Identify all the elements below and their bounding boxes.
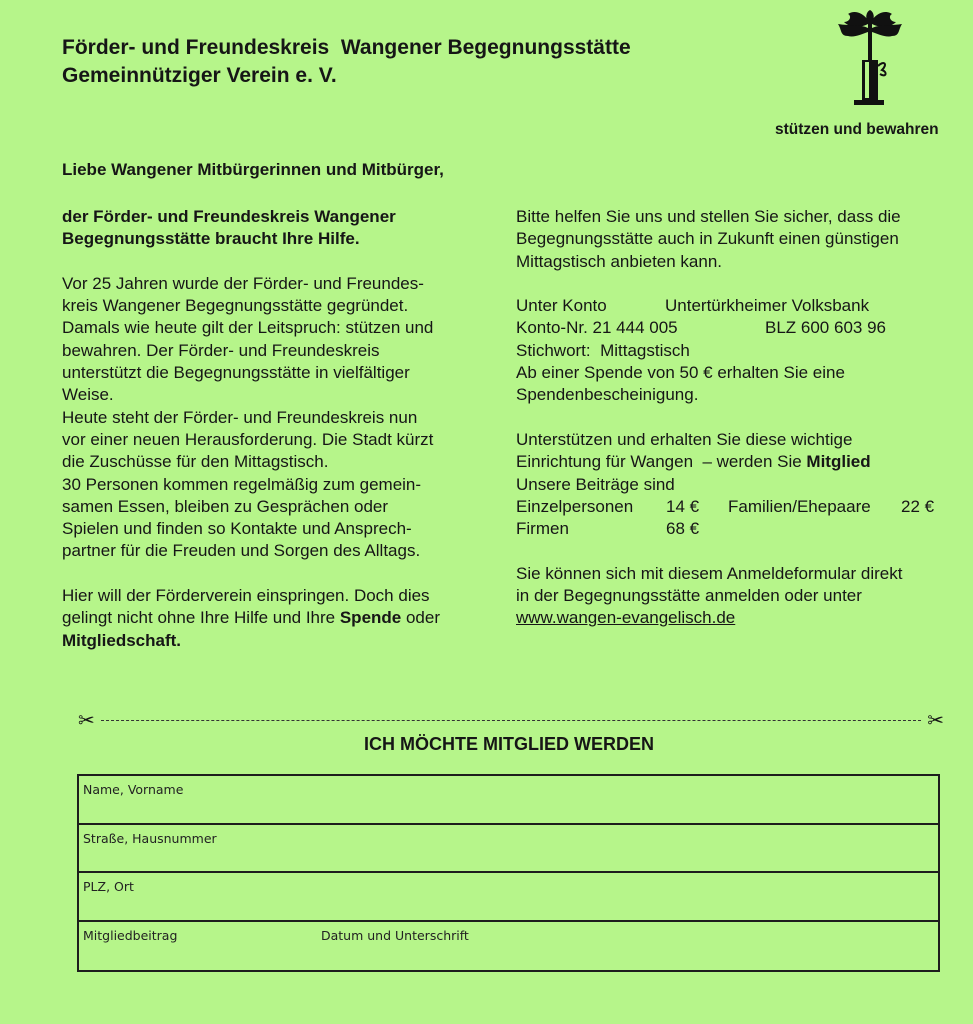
street-field[interactable] bbox=[79, 825, 938, 874]
fee-value: 22 € bbox=[901, 496, 935, 516]
konto-label: Unter Konto bbox=[516, 296, 607, 316]
name-field[interactable] bbox=[79, 776, 938, 825]
body-line: bewahren. Der Förder- und Freundeskreis bbox=[62, 340, 380, 360]
body-line: Spielen und finden so Kontakte und Ansprech- bbox=[62, 519, 412, 539]
body-line: Heute steht der Förder- und Freundeskreis nun bbox=[62, 407, 418, 427]
name-label: Name, Vorname bbox=[83, 782, 184, 797]
appeal-line: Mittagstisch anbieten kann. bbox=[516, 251, 723, 271]
bank-account-row bbox=[516, 295, 966, 317]
membership-line: Unsere Beiträge sind bbox=[516, 474, 675, 494]
body-line: samen Essen, bleiben zu Gesprächen oder bbox=[62, 496, 389, 516]
left-column bbox=[62, 206, 502, 652]
body-line: Vor 25 Jahren wurde der Förder- und Freundes- bbox=[62, 273, 424, 293]
fee-label: Familien/Ehepaare bbox=[728, 496, 871, 516]
fee-signature-field[interactable] bbox=[79, 922, 938, 971]
greeting: Liebe Wangener Mitbürgerinnen und Mitbürger, bbox=[62, 160, 444, 179]
fee-value: 68 € bbox=[666, 519, 700, 539]
membership-line: Einrichtung für Wangen – werden Sie Mitglied bbox=[516, 452, 871, 472]
konto-number: Konto-Nr. 21 444 005 bbox=[516, 318, 678, 338]
fee-label: Firmen bbox=[516, 519, 569, 539]
scissors-icon: ✂ bbox=[927, 708, 944, 732]
body-line: Weise. bbox=[62, 385, 114, 405]
motto: stützen und bewahren bbox=[775, 121, 939, 138]
receipt-line: Spendenbescheinigung. bbox=[516, 385, 699, 405]
dashed-divider bbox=[101, 720, 921, 721]
receipt-line: Ab einer Spende von 50 € erhalten Sie eine bbox=[516, 363, 845, 383]
body-line: die Zuschüsse für den Mittagstisch. bbox=[62, 452, 329, 472]
blz: BLZ 600 603 96 bbox=[765, 318, 886, 338]
city-field[interactable] bbox=[79, 873, 938, 922]
date-signature-label: Datum und Unterschrift bbox=[321, 927, 469, 943]
fee-field-label: Mitgliedbeitrag bbox=[83, 927, 178, 943]
closing-line: Hier will der Förderverein einspringen. Doch dies bbox=[62, 586, 430, 606]
tree-logo-icon bbox=[832, 6, 908, 110]
fee-value: 14 € bbox=[666, 496, 700, 516]
bank-name: Untertürkheimer Volksbank bbox=[665, 296, 870, 316]
bank-number-row bbox=[516, 317, 966, 339]
fee-label: Einzelpersonen bbox=[516, 496, 634, 516]
stichwort: Stichwort: Mittagstisch bbox=[516, 340, 690, 360]
city-label: PLZ, Ort bbox=[83, 879, 134, 894]
appeal-line: Begegnungsstätte auch in Zukunft einen günstigen bbox=[516, 229, 899, 249]
scissors-icon: ✂ bbox=[78, 708, 95, 732]
body-line: vor einer neuen Herausforderung. Die Stadt kürzt bbox=[62, 429, 434, 449]
intro-line: Begegnungsstätte braucht Ihre Hilfe. bbox=[62, 229, 360, 249]
closing-line: gelingt nicht ohne Ihre Hilfe und Ihre Spende oder bbox=[62, 608, 440, 628]
org-name: Förder- und Freundeskreis Wangener Begegnungsstätte bbox=[62, 36, 631, 59]
membership-form bbox=[77, 774, 940, 972]
register-line: in der Begegnungsstätte anmelden oder unter bbox=[516, 586, 862, 606]
org-subtitle: Gemeinnütziger Verein e. V. bbox=[62, 64, 337, 87]
form-title: ICH MÖCHTE MITGLIED WERDEN bbox=[364, 734, 654, 754]
street-label: Straße, Hausnummer bbox=[83, 830, 217, 846]
body-line: 30 Personen kommen regelmäßig zum gemein- bbox=[62, 474, 422, 494]
right-column bbox=[516, 206, 966, 630]
register-line: Sie können sich mit diesem Anmeldeformular direkt bbox=[516, 563, 903, 583]
fee-row bbox=[516, 518, 966, 540]
intro-line: der Förder- und Freundeskreis Wangener bbox=[62, 207, 396, 226]
cut-line bbox=[78, 708, 944, 732]
body-line: Damals wie heute gilt der Leitspruch: stützen und bbox=[62, 318, 434, 338]
membership-line: Unterstützen und erhalten Sie diese wichtige bbox=[516, 429, 853, 449]
body-line: partner für die Freuden und Sorgen des Alltags. bbox=[62, 541, 421, 561]
body-line: unterstützt die Begegnungsstätte in vielfältiger bbox=[62, 363, 410, 383]
fee-row bbox=[516, 496, 966, 518]
appeal-line: Bitte helfen Sie uns und stellen Sie sicher, dass die bbox=[516, 207, 901, 226]
closing-line: Mitgliedschaft. bbox=[62, 630, 182, 650]
website-link[interactable]: www.wangen-evangelisch.de bbox=[516, 608, 736, 628]
body-line: kreis Wangener Begegnungsstätte gegründet. bbox=[62, 296, 409, 316]
document-header bbox=[62, 34, 631, 90]
